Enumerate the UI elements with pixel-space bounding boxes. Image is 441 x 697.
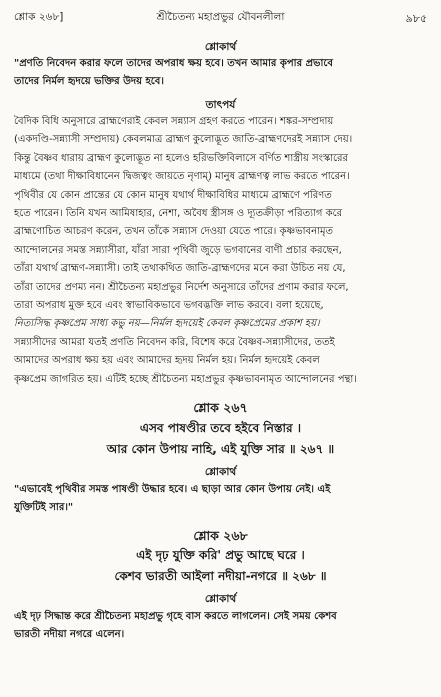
page-number: ৯৮৫ — [405, 12, 427, 25]
translation-text — [14, 55, 427, 92]
text-line: তাঁরা তাদের প্রণম্য নন। শ্রীচৈতন্য মহাপ্রভুর নির্দেশ অনুসারে তাঁদের প্রণাম করার ফলে, — [14, 281, 349, 293]
text-line: আন্দোলনের সমস্ত সন্ন্যাসীরা, যাঁরা সারা পৃথিবী জুড়ে ভগবানের বাণী প্রচার করছেন, — [14, 244, 342, 256]
text-line: মাধ্যমে (তথা দীক্ষাবিধানেন দ্বিজত্বং জায়তে নৃণাম্) মানুষ ব্রাহ্মণত্ব লাভ করতে পারেন। — [14, 171, 350, 183]
text-line: আমাদের অপরাধ ক্ষয় হয় এবং আমাদের হৃদয় নির্মল হয়। নির্মল হৃদয়েই কেবল — [14, 355, 320, 367]
purport-text — [14, 113, 427, 389]
header-verse-ref: শ্লোক ২৬৮] — [14, 11, 64, 23]
purport-heading: তাৎপর্য — [205, 99, 236, 111]
text-line: তাদের নির্মল হৃদয়ে ভক্তির উদয় হবে। — [14, 76, 164, 88]
text-line: নিত্যসিদ্ধ কৃষ্ণপ্রেম সাধ্য কভু নয়—নির্মল হৃদয়েই কেবল কৃষ্ণপ্রেমের প্রকাশ হয়। — [14, 318, 320, 330]
verse-268-line-2: কেশব ভারতী আইলা নদীয়া-নগরে ॥ ২৬৮ ॥ — [114, 569, 327, 583]
translation-heading: শ্লোকার্থ — [204, 466, 237, 478]
translation-text — [14, 608, 427, 645]
text-line: পৃথিবীর যে কোন প্রান্তের যে কোন মানুষ যথার্থ দীক্ষাবিধির মাধ্যমে ব্রাহ্মণে পরিণত — [14, 189, 332, 201]
text-line: ব্রাহ্মণোচিত আচরণ করেন, তখন তাঁকে সন্ন্যাস দেওয়া যেতে পারে। কৃষ্ণভাবনামৃত — [14, 226, 334, 238]
text-line: তারা অপরাধ মুক্ত হবে এবং স্বাভাবিকভাবে ভগবদ্ভক্তি লাভ করবে। বলা হয়েছে, — [14, 300, 324, 312]
text-line: কিন্তু বৈষ্ণব ধারায় ব্রাহ্মণ কুলোদ্ভূত না হলেও হরিভক্তিবিলাসে বর্ণিত শাস্ত্রীয় সংস্কারের — [14, 152, 349, 164]
text-line: এই দৃঢ় সিদ্ধান্ত করে শ্রীচৈতন্য মহাপ্রভু গৃহে বাস করতে লাগলেন। সেই সময় কেশব — [14, 611, 337, 622]
translation-text — [14, 481, 427, 518]
translation-heading: শ্লোকার্থ — [204, 41, 237, 53]
verse-268-heading: শ্লোক ২৬৮ — [193, 528, 248, 543]
text-line: "এভাবেই পৃথিবীর সমস্ত পাষণ্ডী উদ্ধার হবে। এ ছাড়া আর কোন উপায় নেই। এই — [14, 484, 331, 495]
text-line: ভারতী নদীয়া নগরে এলেন। — [14, 629, 125, 641]
running-header — [14, 10, 427, 28]
text-line: বৈদিক বিধি অনুসারে ব্রাহ্মণেরাই কেবল সন্ন্যাস গ্রহণ করতে পারেন। শঙ্কর-সম্প্রদায় — [14, 116, 334, 127]
text-line: যুক্তিটিই সার।" — [14, 502, 74, 514]
verse-267-line-1: এসব পাষণ্ডীর তবে হইবে নিস্তার । — [139, 421, 302, 435]
text-line: তাঁরা যথার্থ ব্রাহ্মণ-সন্ন্যাসী। তাই তথাকথিত জাতি-ব্রাহ্মণদের মনে করা উচিত নয় যে, — [14, 263, 346, 275]
text-line: (একদণ্ডি-সন্ন্যাসী সম্প্রদায়) কেবলমাত্র ব্রাহ্মণ কুলোদ্ভূত জাতি-ব্রাহ্মণদেরই সন্ন্যাস দেয়। — [14, 134, 353, 146]
header-chapter-title: শ্রীচৈতন্য মহাপ্রভুর যৌবনলীলা — [156, 11, 285, 23]
verse-268-line-1: এই দৃঢ় যুক্তি করি' প্রভু আছে ঘরে । — [136, 548, 305, 562]
text-line: হতে পারেন। তিনি যখন আমিষাহার, নেশা, অবৈধ স্ত্রীসঙ্গ ও দ্যূতক্রীড়া পরিত্যাগ করে — [14, 208, 343, 220]
verse-267-line-2: আর কোন উপায় নাহি, এই যুক্তি সার ॥ ২৬৭ ॥ — [106, 442, 335, 456]
text-line: সন্ন্যাসীদের আমরা যতই প্রণতি নিবেদন করি, বিশেষ করে বৈষ্ণব-সন্ন্যাসীদের, ততই — [14, 336, 335, 348]
text-line: কৃষ্ণপ্রেম জাগরিত হয়। এটিই হচ্ছে শ্রীচৈতন্য মহাপ্রভুর কৃষ্ণভাবনামৃত আন্দোলনের পন্থা। — [14, 373, 357, 385]
verse-267-heading: শ্লোক ২৬৭ — [193, 400, 248, 415]
translation-heading: শ্লোকার্থ — [204, 593, 237, 605]
text-line: "প্রণতি নিবেদন করার ফলে তাদের অপরাধ ক্ষয় হবে। তখন আমার কৃপার প্রভাবে — [14, 58, 333, 69]
